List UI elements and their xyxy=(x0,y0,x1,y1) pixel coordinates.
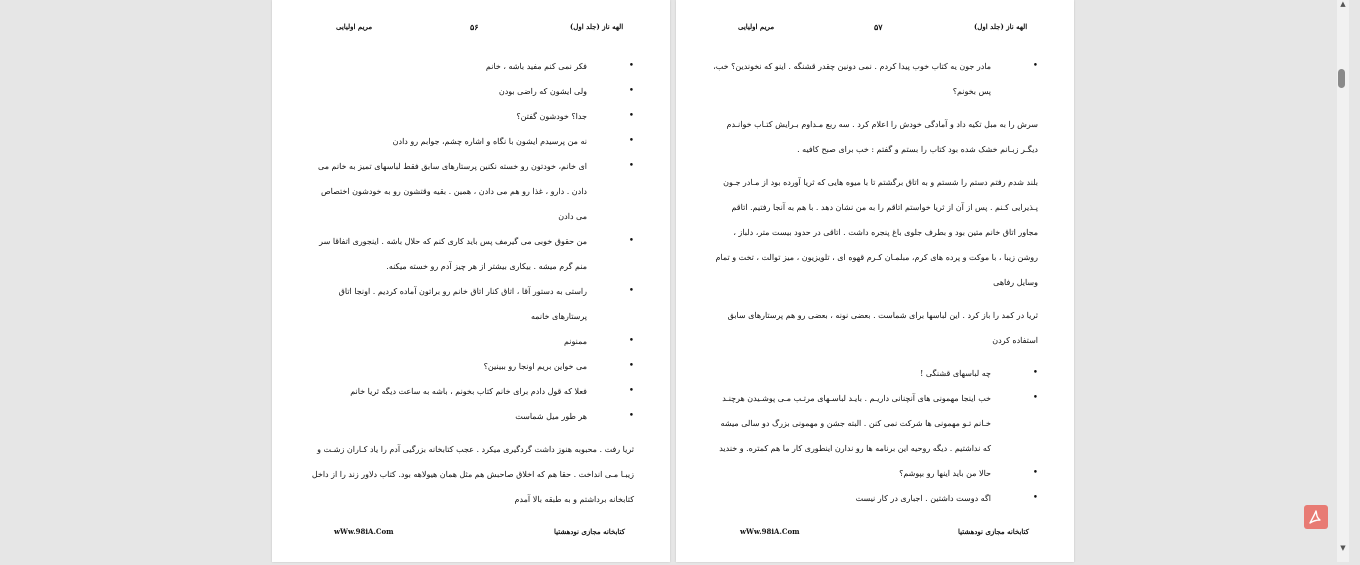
paragraph: سرش را به مبل تکیه داد و آمادگی خودش را اعلام کرد . سه ربع مـداوم بـرایش کتـاب خوانـدم دیگـر زبـانم خشک شده بود کتاب را بستم و گفتم : خب برای صبح کافیه . xyxy=(726,120,1038,154)
footer-site: wWw.98iA.Com xyxy=(334,527,394,536)
page-header xyxy=(272,22,670,34)
list-item: • نه من پرسیدم ایشون با نگاه و اشاره چشم، جوابم رو دادن xyxy=(308,129,634,154)
list-item: • جدا؟ خودشون گفتن؟ xyxy=(308,104,634,129)
paragraph: ثریا در کمد را باز کرد . این لباسها برای شماست . بعضی نونه ، بعضی رو هم پرستارهای سابق استفاده کردن xyxy=(727,311,1038,345)
list-item: • مادر جون یه کتاب خوب پیدا کردم . نمی دونین چقدر قشنگه . اینو که نخوندین؟ خب، پس بخونم؟ xyxy=(712,54,1038,104)
list-item: • من حقوق خوبی می گیرمف پس باید کاری کنم که حلال باشه . اینجوری اتفاقا سر منم گرم میشه . بیکاری بیشتر از هر چیز آدم رو خسته میکنه. xyxy=(308,229,634,279)
list-item: • چه لباسهای قشنگی ! xyxy=(712,361,1038,386)
list-item: • راستی به دستور آقا ، اتاق کنار اتاق خانم رو براتون آماده کردیم . اونجا اتاق پرستارهای خانمه xyxy=(308,279,634,329)
pdf-icon xyxy=(1307,508,1325,526)
header-title: الهه ناز (جلد اول) xyxy=(974,22,1028,31)
footer-site: wWw.98iA.Com xyxy=(740,527,800,536)
list-item: • حالا من باید اینها رو بپوشم؟ xyxy=(712,461,1038,486)
list-item: • ممنونم xyxy=(308,329,634,354)
pdf-button[interactable] xyxy=(1304,505,1328,529)
list-item: • هر طور میل شماست xyxy=(308,404,634,429)
header-author: مریم اولیایی xyxy=(336,22,373,31)
page-number: ۵۷ xyxy=(874,22,883,32)
header-title: الهه ناز (جلد اول) xyxy=(570,22,624,31)
dialogue-list xyxy=(712,54,1038,104)
header-author: مریم اولیایی xyxy=(738,22,775,31)
footer-library: کتابخانه مجازی نودهشتیا xyxy=(958,527,1029,536)
paragraph: بلند شدم رفتم دستم را شستم و به اتاق برگشتم تا با میوه هایی که ثریا آورده بود از مـادر جـون پـذیرایی کـنم . پس از آن از ثریا خواستم اتاقم را به من نشان دهد . با هم به آنجا رفتیم. اتاقم مجاور اتاق خانم متین بود و بطرف جلوی باغ پنجره داشت . اتاقی در حدود بیست متر، دلباز ، روشن زیبا ، با موکت و پرده های کرم، مبلمـان کـرم قهوه ای ، تلویزیون ، میز توالت ، تخت و تمام وسایل رفاهی xyxy=(715,178,1038,287)
page-56 xyxy=(272,0,670,562)
page-header xyxy=(676,22,1074,34)
footer-library: کتابخانه مجازی نودهشتیا xyxy=(554,527,625,536)
scroll-up-arrow-icon[interactable]: ▲ xyxy=(1340,0,1346,8)
list-item: • ولی ایشون که راضی بودن xyxy=(308,79,634,104)
page-footer xyxy=(676,527,1074,539)
paragraph: ثریا رفت . محبوبه هنوز داشت گردگیری میکرد . عجب کتابخانه بزرگیی آدم را یاد کـاران زشـت و زیبـا مـی انداخت . حقا هم که اخلاق صاحبش هم مثل همان هیولاهه بود. کتاب دلاور زند را از داخل کتابخانه برداشتم و به طبقه بالا آمدم xyxy=(311,445,634,504)
page-body xyxy=(308,54,634,520)
list-item: • می خواین بریم اونجا رو ببینین؟ xyxy=(308,354,634,379)
page-57 xyxy=(676,0,1074,562)
list-item: • ای خانم، خودتون رو خسته نکنین پرستارهای سابق فقط لباسهای تمیز به خانم می دادن . دارو ، غذا رو هم می دادن ، همین . بقیه وقتشون رو به خودشون اختصاص می دادن xyxy=(308,154,634,229)
list-item: • فعلا که قول دادم برای خانم کتاب بخونم ، باشه به ساعت دیگه ثریا خانم xyxy=(308,379,634,404)
dialogue-list xyxy=(712,361,1038,511)
list-item: • اگه دوست داشتین . اجباری در کار نیست xyxy=(712,486,1038,511)
page-body xyxy=(712,54,1038,511)
scroll-down-arrow-icon[interactable]: ▼ xyxy=(1340,544,1346,552)
page-footer xyxy=(272,527,670,539)
scrollbar-thumb[interactable] xyxy=(1338,69,1345,88)
list-item: • خب اینجا مهمونی های آنچنانی داریـم . بایـد لباسـهای مرتـب مـی پوشـیدن هرچنـد خـانم تـو مهمونی ها شرکت نمی کنن . البته جشن و مهمونی بزرگ دو سالی میشه که نداشتیم . دیگه روحیه این برنامه ها رو ندارن اینطوری کار ما هم کمتره. و خندید xyxy=(712,386,1038,461)
dialogue-list xyxy=(308,54,634,429)
list-item: • فکر نمی کنم مفید باشه ، خانم xyxy=(308,54,634,79)
document-viewer[interactable] xyxy=(4,0,1340,562)
page-number: ۵۶ xyxy=(470,22,479,32)
